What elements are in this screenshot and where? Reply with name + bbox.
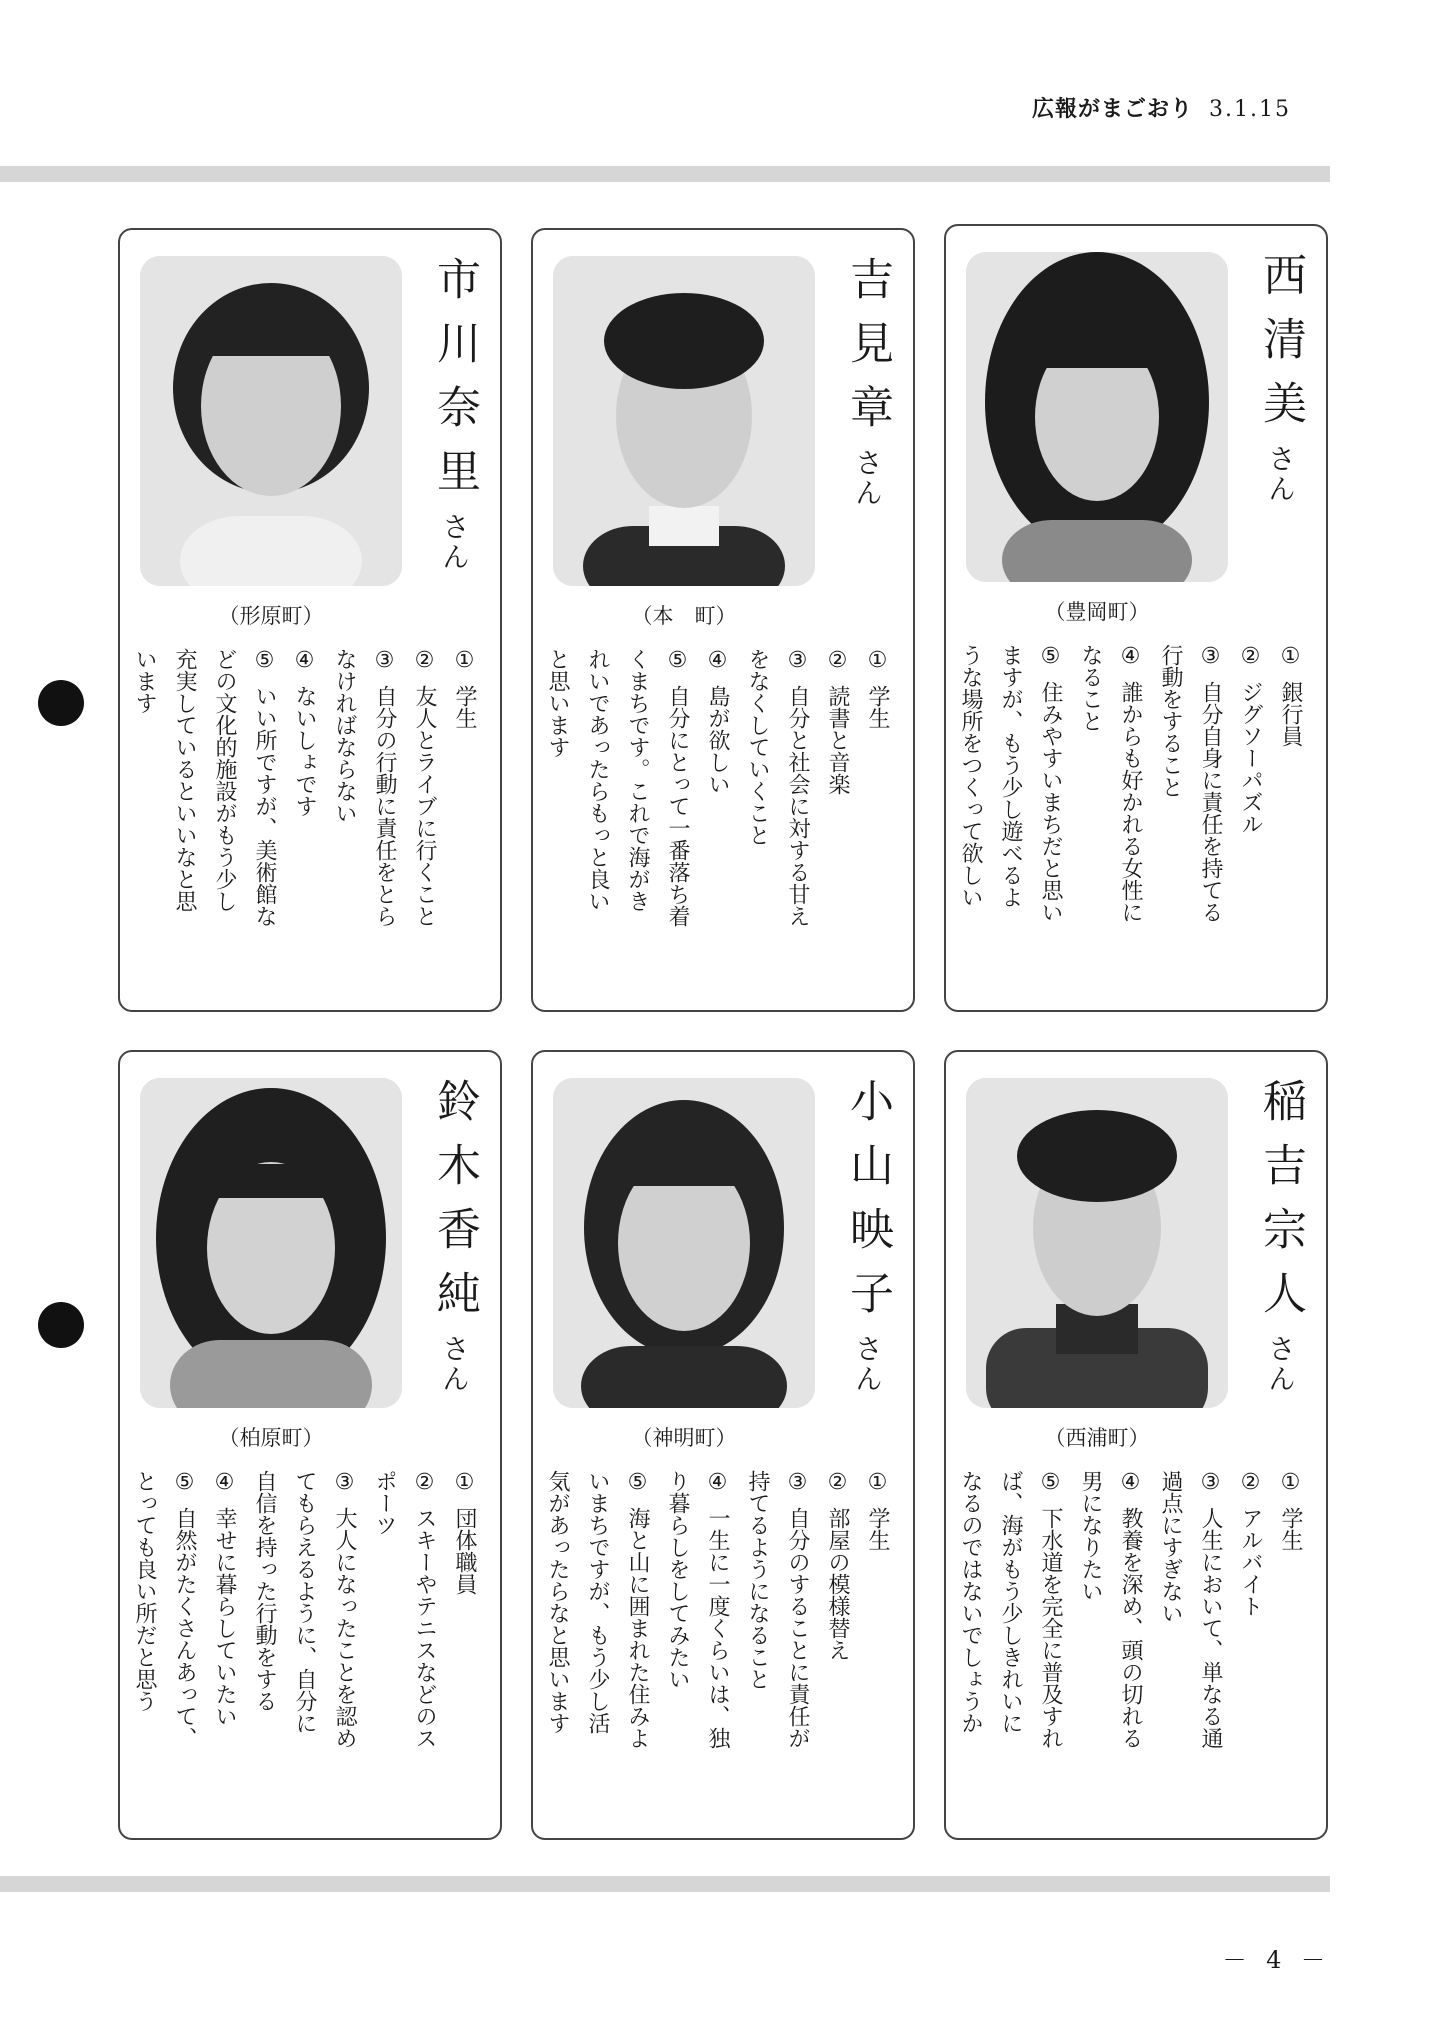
answer-number: ② (1238, 644, 1263, 669)
answer-text: 友人とライブに行くこと (412, 685, 437, 927)
portrait-photo (140, 256, 402, 586)
name-text: 西清美 (1255, 252, 1306, 444)
answer-text: スキーやテニスなどのス ポーツ (372, 1470, 437, 1749)
san-suffix: さん (438, 512, 471, 572)
answer-item (244, 1470, 364, 1830)
name-text: 市川奈里 (429, 256, 480, 512)
profile-card (118, 1050, 502, 1840)
answer-text: 団体職員 (452, 1507, 477, 1595)
answer-text: 読書と音楽 (825, 685, 850, 795)
answer-number: ② (825, 1470, 850, 1495)
answer-item (1070, 644, 1150, 1004)
answer-item (284, 648, 324, 1008)
town-label: （柏原町） (218, 1426, 324, 1450)
name-text: 小山映子 (842, 1078, 893, 1334)
answer-text: 部屋の模様替え (825, 1507, 850, 1661)
answer-item (537, 1470, 657, 1830)
bottom-divider-band (0, 1876, 1330, 1892)
person-name (414, 256, 494, 596)
answer-item (444, 648, 484, 1008)
answer-number: ⑤ (1038, 1470, 1063, 1495)
answer-number: ③ (785, 648, 810, 673)
answer-number: ② (412, 1470, 437, 1495)
person-name (827, 256, 907, 596)
answer-number: ⑤ (665, 648, 690, 673)
answer-item (324, 648, 404, 1008)
answer-text: 学生 (452, 685, 477, 729)
portrait-photo (140, 1078, 402, 1408)
name-text: 稲吉宗人 (1255, 1078, 1306, 1334)
answer-text: 誰からも好かれる女性に なること (1078, 644, 1143, 923)
answer-number: ③ (1198, 1470, 1223, 1495)
answer-text: アルバイト (1238, 1507, 1263, 1617)
san-suffix: さん (1264, 1334, 1297, 1394)
answer-item (1270, 644, 1310, 1004)
answer-text: ないしょです (292, 685, 317, 817)
answer-text: 学生 (865, 1507, 890, 1551)
answer-number: ① (1278, 1470, 1303, 1495)
answer-item (1230, 644, 1270, 1004)
answer-item (1230, 1470, 1270, 1830)
newsletter-title: 広報がまごおり (1032, 96, 1194, 122)
profile-card (118, 228, 502, 1012)
answer-text: 人生において、単なる通 過点にすぎない (1158, 1470, 1223, 1749)
answer-item (817, 648, 857, 1008)
person-name (1240, 252, 1320, 592)
binder-hole (38, 1302, 84, 1348)
answer-item (950, 1470, 1070, 1830)
town-label: （豊岡町） (1044, 600, 1150, 624)
town-label: （神明町） (631, 1426, 737, 1450)
portrait-photo (966, 252, 1228, 582)
answer-number: ⑤ (1038, 644, 1063, 669)
answer-item (737, 648, 817, 1008)
answer-item (1070, 1470, 1150, 1830)
answer-text: 教養を深め、頭の切れる 男になりたい (1078, 1470, 1143, 1749)
top-divider-band (0, 166, 1330, 182)
answer-number: ④ (292, 648, 317, 673)
portrait-photo (553, 256, 815, 586)
answer-item (404, 648, 444, 1008)
name-text: 吉見章 (842, 256, 893, 448)
answer-item (124, 1470, 204, 1830)
answer-item (950, 644, 1070, 1004)
binder-hole (38, 680, 84, 726)
answer-number: ③ (372, 648, 397, 673)
san-suffix: さん (851, 1334, 884, 1394)
answer-number: ④ (705, 1470, 730, 1495)
person-name (1240, 1078, 1320, 1418)
person-name (827, 1078, 907, 1418)
answers-block (537, 1470, 897, 1830)
town-label: （形原町） (218, 604, 324, 628)
profile-card (531, 228, 915, 1012)
answer-number: ① (865, 1470, 890, 1495)
answer-item (657, 1470, 737, 1830)
answer-text: 自然がたくさんあって、 とっても良い所だと思う (132, 1470, 197, 1749)
answer-number: ② (412, 648, 437, 673)
san-suffix: さん (851, 448, 884, 508)
answer-number: ③ (785, 1470, 810, 1495)
answer-item (857, 648, 897, 1008)
answers-block (950, 1470, 1310, 1830)
answer-number: ⑤ (625, 1470, 650, 1495)
answer-text: 幸せに暮らしていたい (212, 1507, 237, 1727)
answer-text: いい所ですが、美術館な どの文化的施設がもう少し 充実しているといいなと思 います (132, 648, 277, 927)
answer-text: 海と山に囲まれた住みよ いまちですが、もう少し活 気があったらなと思います (545, 1470, 650, 1749)
answer-number: ② (1238, 1470, 1263, 1495)
answer-item (1150, 644, 1230, 1004)
answer-text: 島が欲しい (705, 685, 730, 795)
answer-item (697, 648, 737, 1008)
answer-item (1270, 1470, 1310, 1830)
answer-text: 自分にとって一番落ち着 くまちです。これで海がき れいであったらもっと良い と思います (545, 648, 690, 927)
page-number: － 4 － (1222, 1946, 1331, 1974)
answer-number: ① (1278, 644, 1303, 669)
answer-item (737, 1470, 817, 1830)
answer-text: 自分と社会に対する甘え をなくしていくこと (745, 648, 810, 927)
answers-block (124, 1470, 484, 1830)
issue-date: 3.1.15 (1209, 97, 1291, 122)
answer-item (444, 1470, 484, 1830)
answer-number: ④ (212, 1470, 237, 1495)
profile-card (531, 1050, 915, 1840)
answer-item (1150, 1470, 1230, 1830)
answer-text: 一生に一度くらいは、独 り暮らしをしてみたい (665, 1470, 730, 1749)
answer-text: 学生 (865, 685, 890, 729)
answer-text: 学生 (1278, 1507, 1303, 1551)
answer-number: ② (825, 648, 850, 673)
name-text: 鈴木香純 (429, 1078, 480, 1334)
answers-block (950, 644, 1310, 1004)
answer-item (124, 648, 284, 1008)
profile-card (944, 1050, 1328, 1840)
answer-item (204, 1470, 244, 1830)
answer-number: ④ (1118, 1470, 1143, 1495)
answer-text: 自分自身に責任を持てる 行動をすること (1158, 644, 1223, 923)
portrait-photo (966, 1078, 1228, 1408)
answer-item (537, 648, 697, 1008)
answers-block (124, 648, 484, 1008)
answer-number: ① (452, 1470, 477, 1495)
newsletter-header (1032, 92, 1291, 123)
answer-number: ③ (1198, 644, 1223, 669)
answer-text: 住みやすいまちだと思い ますが、もう少し遊べるよ うな場所をつくって欲しい (958, 644, 1063, 923)
answer-number: ③ (332, 1470, 357, 1495)
san-suffix: さん (438, 1334, 471, 1394)
answer-text: ジグソーパズル (1238, 681, 1263, 835)
town-label: （西浦町） (1044, 1426, 1150, 1450)
answer-text: 大人になったことを認め てもらえるように、自分に 自信を持った行動をする (252, 1470, 357, 1749)
town-label: （本 町） (631, 604, 737, 628)
answer-text: 自分の行動に責任をとら なければならない (332, 648, 397, 927)
answer-number: ① (865, 648, 890, 673)
answer-text: 銀行員 (1278, 681, 1303, 747)
answer-item (364, 1470, 444, 1830)
answer-text: 自分のすることに責任が 持てるようになること (745, 1470, 810, 1749)
person-name (414, 1078, 494, 1418)
answer-number: ④ (1118, 644, 1143, 669)
answers-block (537, 648, 897, 1008)
answer-number: ⑤ (172, 1470, 197, 1495)
answer-number: ④ (705, 648, 730, 673)
answer-item (857, 1470, 897, 1830)
answer-number: ① (452, 648, 477, 673)
answer-number: ⑤ (252, 648, 277, 673)
san-suffix: さん (1264, 444, 1297, 504)
profile-card (944, 224, 1328, 1012)
portrait-photo (553, 1078, 815, 1408)
answer-item (817, 1470, 857, 1830)
answer-text: 下水道を完全に普及すれ ば、海がもう少しきれいに なるのではないでしょうか (958, 1470, 1063, 1749)
